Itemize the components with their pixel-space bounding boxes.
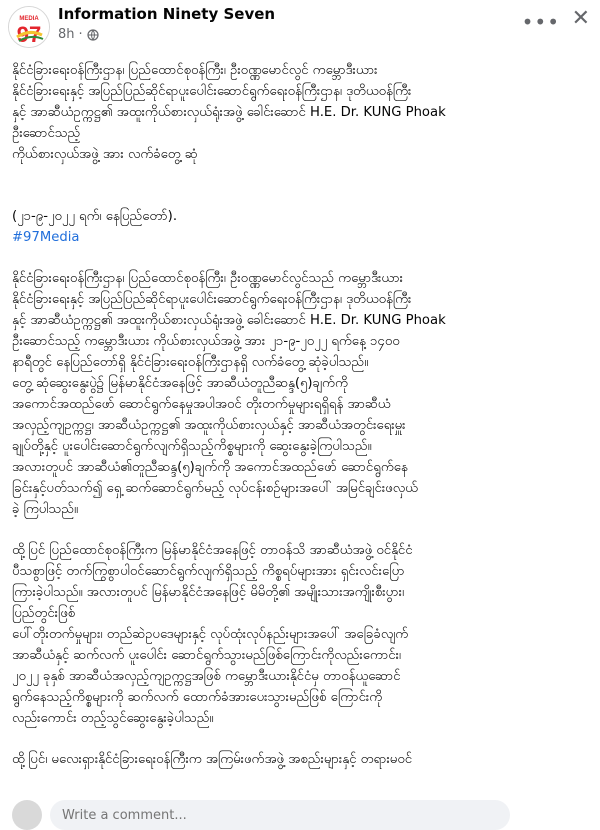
- meta-separator: ·: [78, 27, 83, 42]
- more-options-icon[interactable]: •••: [521, 10, 560, 34]
- post-meta: [58, 27, 99, 42]
- comment-input[interactable]: [50, 800, 510, 830]
- post-paragraph-2: နိုင်ငံခြားရေးဝန်ကြီးဌာန၊ ပြည်ထောင်စုဝန်ကြီး၊ ဦးဝဏ္ဏမောင်လွင်သည် ကမ္ဘောဒီးယား နိုင်ငံခြားရေးနှင့် အပြည်ပြည်ဆိုင်ရာပူးပေါင်းဆောင်ရွက်ရေးဝန်ကြီးဌာန၊ ဒုတိယဝန်ကြီး နှင့် အာဆီယံဥက္ကဋ္ဌ၏ အထူးကိုယ်စားလှယ်ရုံးအဖွဲ့ ခေါင်းဆောင် H.E. Dr. KUNG Phoak ဦးဆောင်သည့် ကမ္ဘောဒီးယား ကိုယ်စားလှယ်အဖွဲ့ အား ၂၁-၉-၂၀၂၂ ရက်နေ့ ၁၄၀၀ နာရီတွင် နေပြည်တော်ရှိ နိုင်ငံခြားရေးဝန်ကြီးဌာနရှိ လက်ခံတွေ့ ဆုံခဲ့ပါသည်။ တွေ့ ဆုံဆွေးနွေးပွဲ၌ မြန်မာနိုင်ငံအနေဖြင့် အာဆီယံတူညီဆန္ဒ(၅)ချက်ကို အကောင်အထည်ဖော် ဆောင်ရွက်နေမှုအပါအဝင် တိုးတက်မှုများရရှိရန် အာဆီယံ အလှည့်ကျဥက္ကဋ္ဌ၊ အာဆီယံဥက္ကဋ္ဌ၏ အထူးကိုယ်စားလှယ်နှင့် အာဆီယံအတွင်းရေးမှူး ချုပ်တို့နှင့် ပူးပေါင်းဆောင်ရွက်လျက်ရှိသည့်ကိစ္စများကို ဆွေးနွေးခဲ့ကြပါသည်။ အလားတူပင် အာဆီယံ၏တူညီဆန္ဒ(၅)ချက်ကို အကောင်အထည်ဖော် ဆောင်ရွက်နေ ခြင်းနှင့်ပတ်သက်၍ ရှေ့ ဆက်ဆောင်ရွက်မည့် လုပ်ငန်းစဉ်များအပေါ် အမြင်ချင်းဖလှယ် ခဲ့ ကြပါသည်။: [12, 271, 446, 517]
- post-body: [12, 60, 588, 790]
- page-avatar[interactable]: [8, 6, 50, 48]
- hashtag-link[interactable]: #97Media: [12, 230, 80, 245]
- logo-number-text: 97: [16, 22, 42, 47]
- logo-sub-text: MEDIA: [19, 16, 39, 22]
- post-paragraph-3: ထို့ပြင် ပြည်ထောင်စုဝန်ကြီးက မြန်မာနိုင်ငံအနေဖြင့် တာဝန်သိ အာဆီယံအဖွဲ့ ဝင်နိုင်ငံ ပီသစွာဖြင့် တက်ကြွစွာပါဝင်ဆောင်ရွက်လျက်ရှိသည့် ကိစ္စရပ်များအား ရှင်းလင်းပြော ကြားခဲ့ပါသည်။ အလားတူပင် မြန်မာနိုင်ငံအနေဖြင့် မိမိတို့၏ အမျိုးသားအကျိုးစီးပွား၊ ပြည်တွင်းဖြစ် ပေါ်တိုးတက်မှုများ၊ တည်ဆဲဥပဒေများနှင့် လုပ်ထုံးလုပ်နည်းများအပေါ် အခြေခံလျက် အာဆီယံနှင့် ဆက်လက် ပူးပေါင်း ဆောင်ရွက်သွားမည်ဖြစ်ကြောင်းကိုလည်းကောင်း၊ ၂၀၂၂ ခုနှစ် အာဆီယံအလှည့်ကျဥက္ကဋ္ဌအဖြစ် ကမ္ဘောဒီးယားနိုင်ငံမှ တာဝန်ယူဆောင် ရွက်နေသည့်ကိစ္စများကို ဆက်လက် ထောက်ခံအားပေးသွားမည်ဖြစ် ကြောင်းကို လည်းကောင်း တည့်သွင်ဆွေးနွေးခဲ့ပါသည်။: [12, 543, 413, 726]
- close-icon[interactable]: ✕: [571, 6, 590, 31]
- post-header: [0, 0, 600, 52]
- media-logo-icon: [9, 7, 49, 47]
- post-time[interactable]: 8h: [58, 27, 75, 42]
- commenter-avatar: [12, 800, 42, 830]
- page-name[interactable]: Information Ninety Seven: [58, 5, 276, 23]
- post-paragraph-4: ထို့ပြင်၊ မလေးရှားနိုင်ငံခြားရေးဝန်ကြီးက အကြမ်းဖက်အဖွဲ့ အစည်းများနှင့် တရားမဝင်: [12, 752, 413, 767]
- globe-icon: [87, 29, 99, 41]
- post-dateline-line: [12, 185, 588, 248]
- comment-bar: [0, 796, 600, 812]
- post-dateline: (၂၁-၉-၂၀၂၂ ရက်၊ နေပြည်တော်).: [12, 209, 178, 224]
- post-paragraph-1: နိုင်ငံခြားရေးဝန်ကြီးဌာန၊ ပြည်ထောင်စုဝန်ကြီး၊ ဦးဝဏ္ဏမောင်လွင် ကမ္ဘောဒီးယား နိုင်ငံခြားရေးနှင့် အပြည်ပြည်ဆိုင်ရာပူးပေါင်းဆောင်ရွက်ရေးဝန်ကြီးဌာန၊ ဒုတိယဝန်ကြီး နှင့် အာဆီယံဥက္ကဋ္ဌ၏ အထူးကိုယ်စားလှယ်ရုံးအဖွဲ့ ခေါင်းဆောင် H.E. Dr. KUNG Phoak ဦးဆောင်သည့် ကိုယ်စားလှယ်အဖွဲ့ အား လက်ခံတွေ့ ဆုံ: [12, 63, 446, 162]
